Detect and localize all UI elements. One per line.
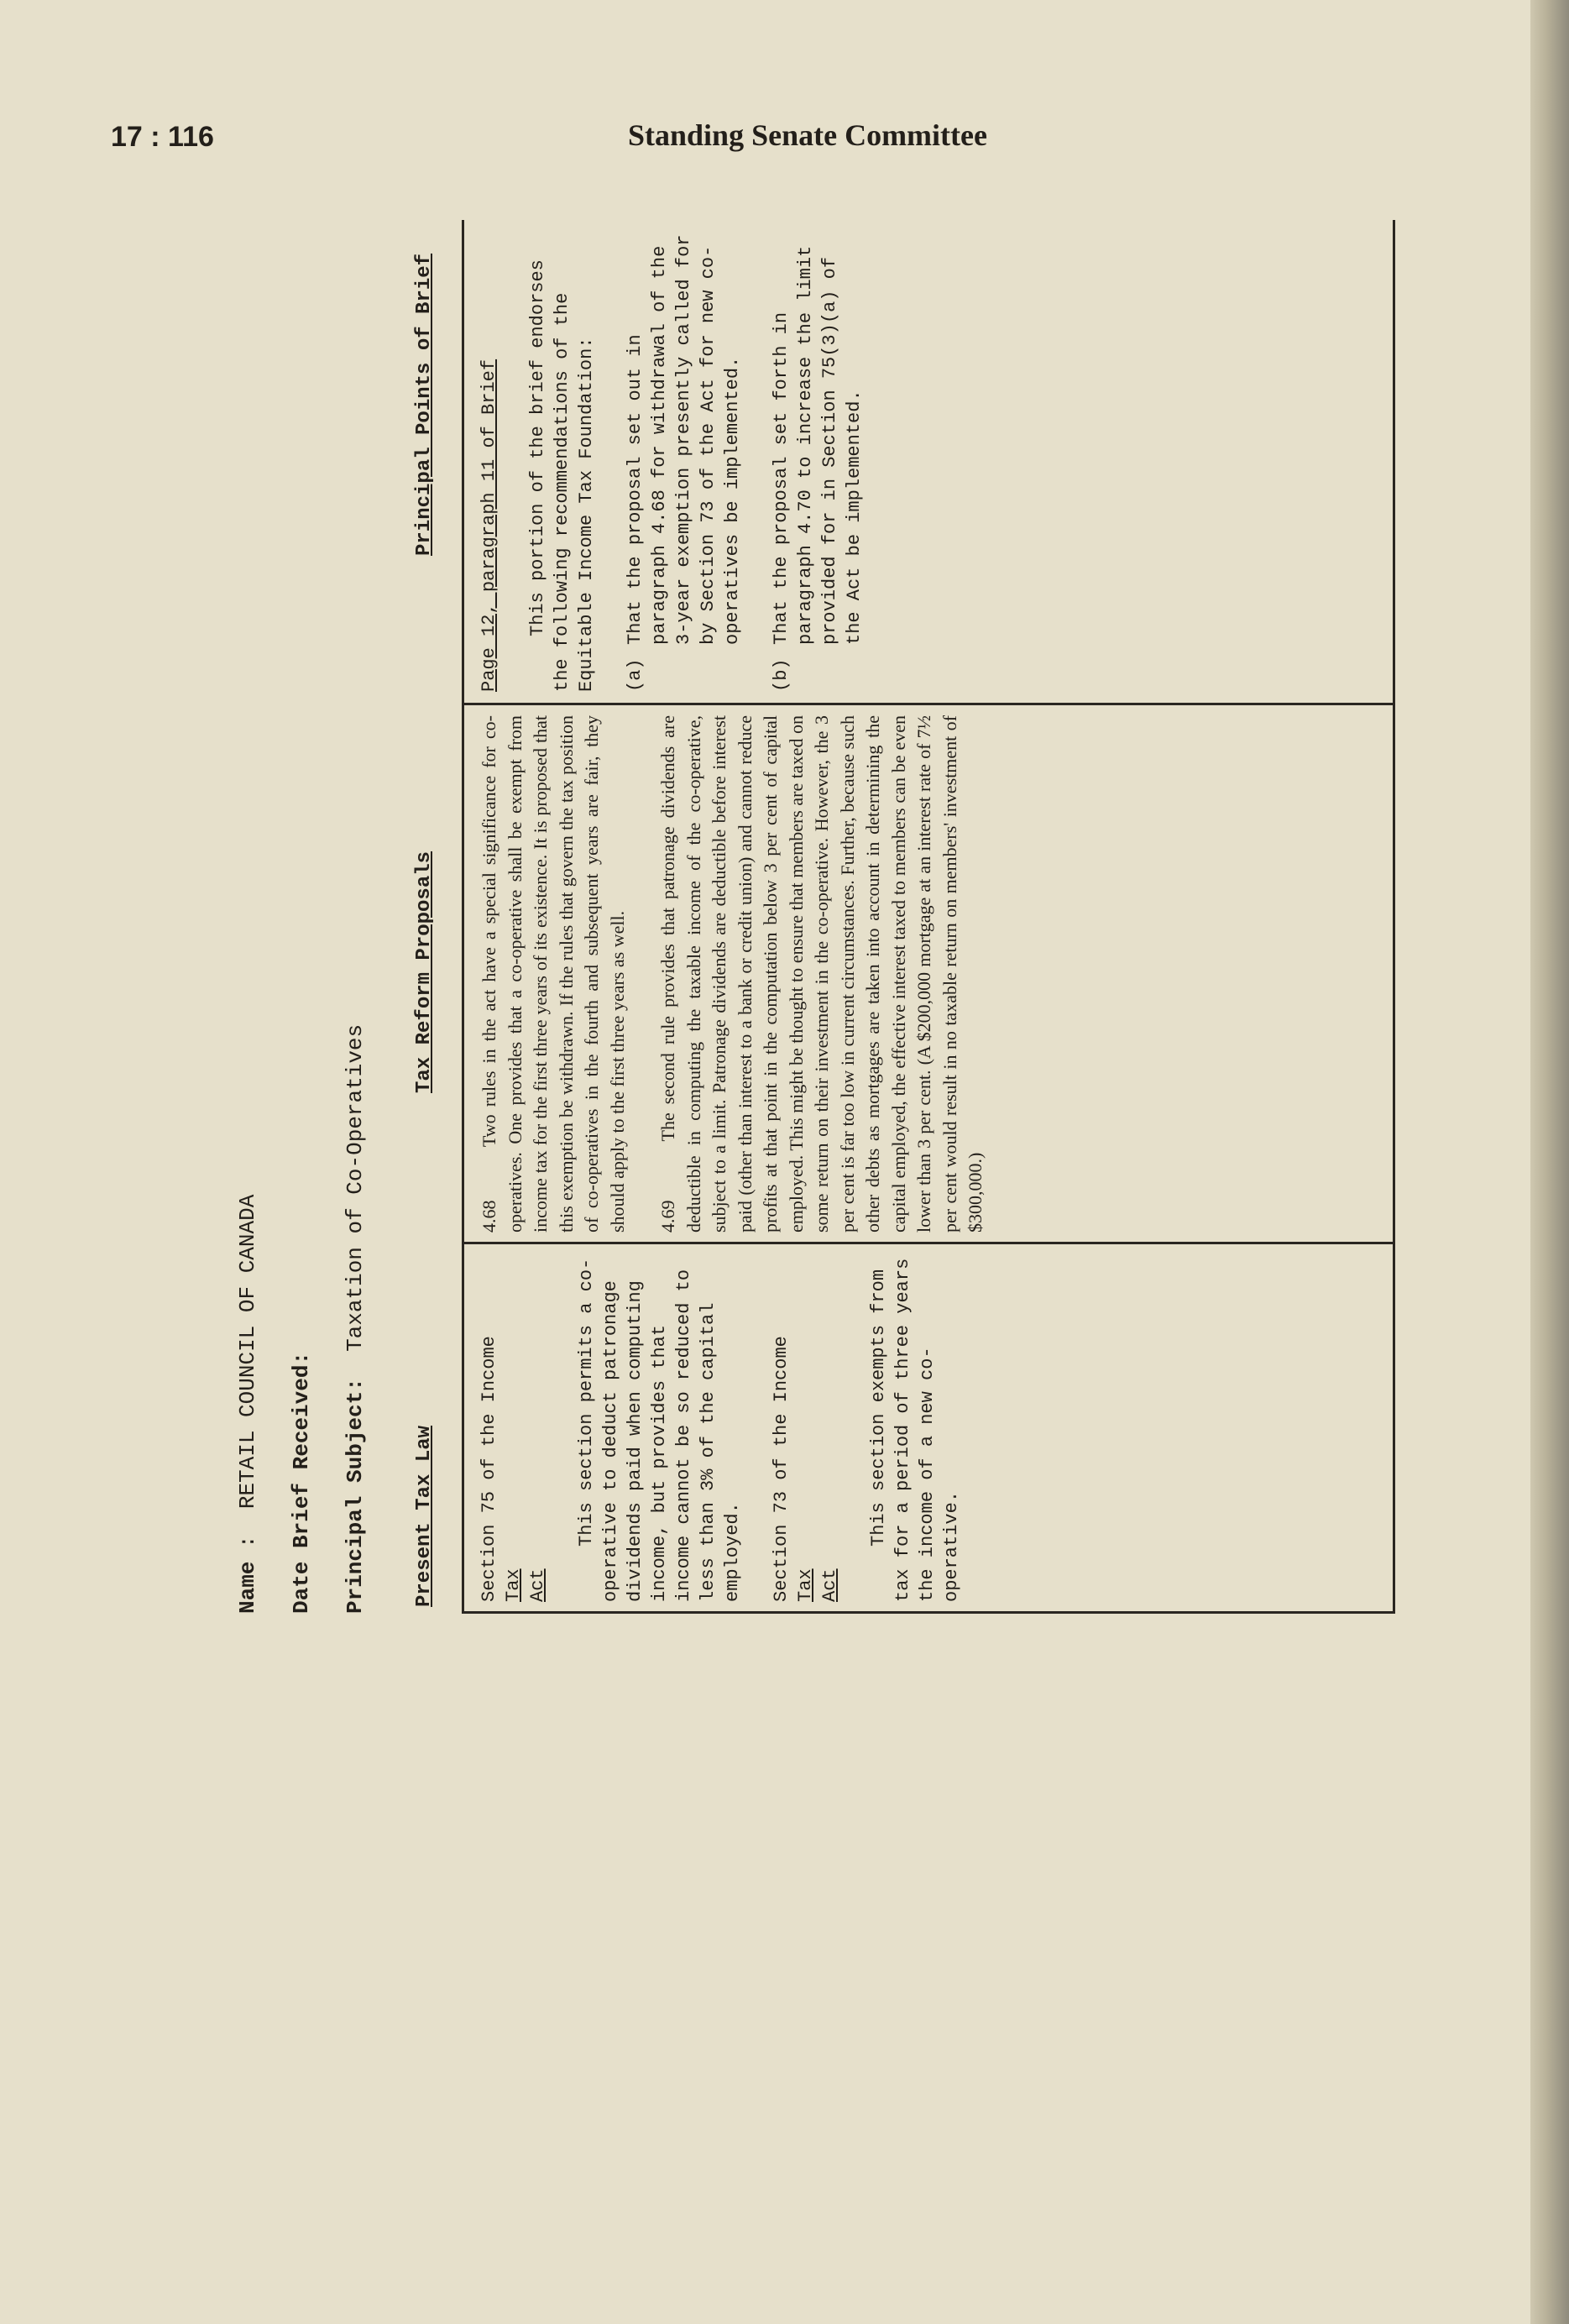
column-heading-reform: Tax Reform Proposals: [413, 851, 436, 1093]
date-label: Date Brief Received:: [289, 1351, 314, 1614]
running-head: Standing Senate Committee: [628, 118, 987, 152]
brief-item-b-label: (b): [771, 658, 792, 692]
s73-heading-1: Section 73 of the Income: [771, 1336, 792, 1602]
para-4-69-text: The second rule provides that patronage dividends are deductible in computing the taxable income of the co-operative, subject to a limit. Patronage dividends are deductible before interest paid (other than interest to a bank or credit union) and cannot reduce profits at that point in the computation below 3 per cent of capital employed. This might be thought to ensure that members are taxed on some return on their investment in the co-operative. However, the 3 per cent is far too low in current circumstances. Further, because such other debts as mortgages are taken into account in determining the capital employed, the effective interest taxed to members can be even lower than 3 per cent. (A $200,000 mortgage at an interest rate of 7½ per cent would result in no taxable return on members' investment of $300,000.): [657, 715, 986, 1233]
brief-intro: This portion of the brief endorses the following recommendations of the Equitable Income Tax Foundation:: [527, 259, 597, 692]
s73-body: This section exempts from tax for a period of three years the income of a new co-operative.: [868, 1258, 962, 1602]
table-bottom-rule: [1393, 220, 1395, 1614]
name-line: [235, 1195, 260, 1614]
name-separator: :: [235, 1509, 260, 1562]
brief-cell: [477, 230, 1400, 692]
subject-value: Taxation of Co-Operatives: [343, 1023, 368, 1352]
organization-name: RETAIL COUNCIL OF CANADA: [235, 1194, 260, 1510]
para-4-68-number: 4.68: [479, 1200, 499, 1233]
subject-line: [343, 1024, 368, 1614]
name-label: Name: [235, 1561, 260, 1614]
table-top-rule: [462, 220, 464, 1614]
column-heading-brief: Principal Points of Brief: [413, 253, 436, 556]
para-4-68-text: Two rules in the act have a special significance for co-operatives. One provides that a co-operative shall be exempt from income tax for the first three years of its existence. It is proposed that this exemption be withdrawn. If the rules that govern the tax position of co-operatives in the fourth and subsequent years are fair, they should apply to the first three years as well.: [479, 715, 628, 1233]
column-heading-present-law: Present Tax Law: [413, 1425, 436, 1607]
page-edge: [1530, 0, 1569, 2324]
date-line: [289, 1352, 314, 1614]
column-divider-1: [463, 1242, 1395, 1244]
brief-item-a-text: That the proposal set out in paragraph 4.68 for withdrawal of the 3-year exemption presently called for by Section 73 of the Act for new co-operatives be implemented.: [625, 234, 743, 645]
present-law-cell: [477, 1254, 1400, 1602]
para-4-69: [656, 715, 989, 1233]
brief-item-b-text: That the proposal set forth in paragraph 4.70 to increase the limit provided for in Section 75(3)(a) of the Act be implemented.: [771, 245, 865, 645]
para-4-68: [477, 715, 630, 1233]
s75-heading-1: Section 75 of the Income: [479, 1336, 499, 1602]
s75-heading-2: Tax Act: [503, 1568, 548, 1602]
brief-item-a-label: (a): [625, 658, 646, 692]
rotated-table-page: [228, 220, 1395, 1614]
para-4-69-number: 4.69: [657, 1200, 678, 1233]
subject-label: Principal Subject:: [343, 1378, 368, 1614]
reform-cell: [477, 715, 1400, 1233]
column-divider-2: [463, 703, 1395, 705]
brief-item-a: [623, 230, 745, 692]
brief-item-b: [769, 230, 866, 692]
s75-body: This section permits a co-operative to deduct patronage dividends paid when computing income, but provides that income cannot be so reduced to less than 3% of the capital employed.: [576, 1258, 743, 1602]
table-left-edge: [463, 1611, 1395, 1614]
s73-heading-2: Tax Act: [795, 1568, 840, 1602]
brief-reference: Page 12, paragraph 11 of Brief: [479, 359, 499, 692]
page-number: 17 : 116: [111, 121, 214, 153]
